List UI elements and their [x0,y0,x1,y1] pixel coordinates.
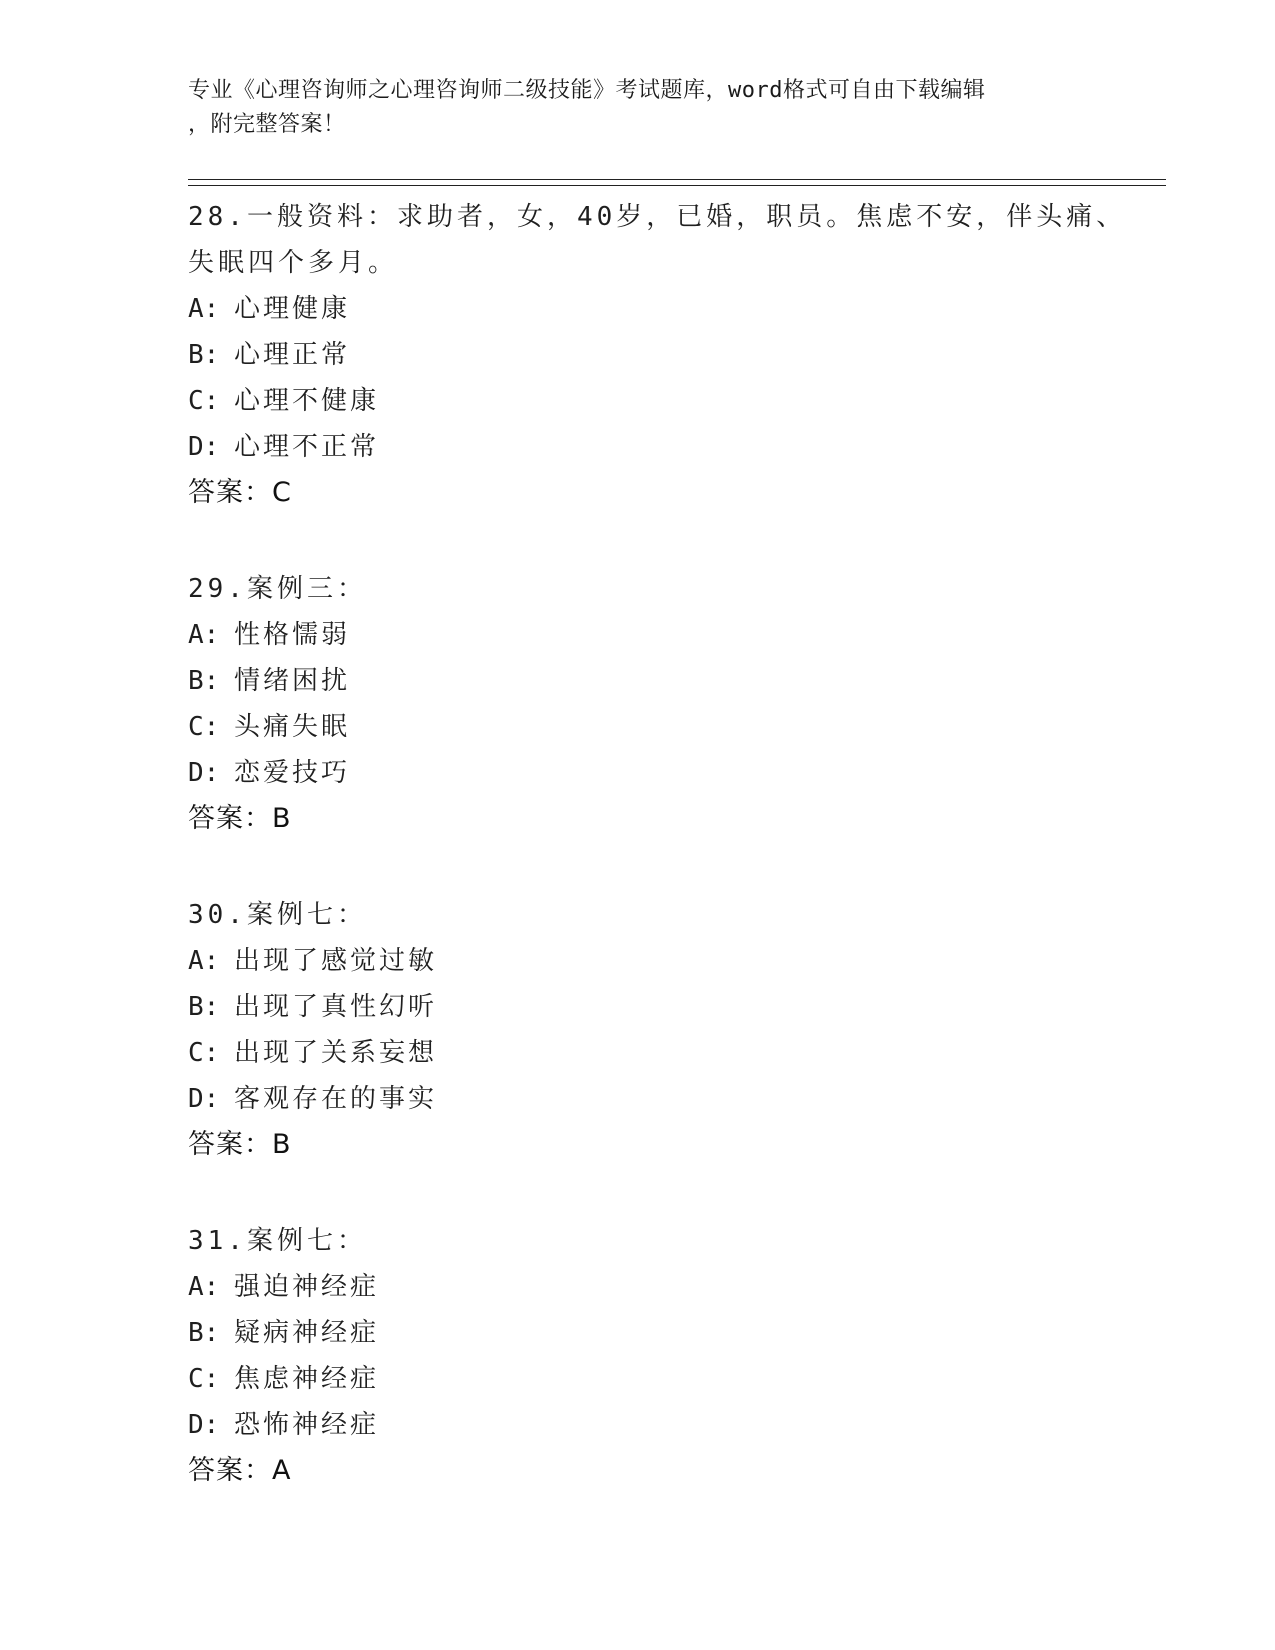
option-text: 心理健康 [234,294,351,324]
option-c [188,704,1088,750]
option-a [188,286,1088,332]
option-key: D: [188,1084,220,1114]
option-text: 出现了关系妄想 [234,1038,438,1068]
question-stem: 31.案例七： [188,1226,367,1256]
option-text: 出现了真性幻听 [234,992,438,1022]
option-text: 焦虑神经症 [234,1364,380,1394]
question-stem: 29.案例三： [188,574,367,604]
option-text: 出现了感觉过敏 [234,946,438,976]
option-c [188,378,1088,424]
option-d [188,750,1088,796]
option-a [188,938,1088,984]
option-text: 客观存在的事实 [234,1084,438,1114]
option-d [188,1076,1088,1122]
option-key: B: [188,340,220,370]
option-d [188,1402,1088,1448]
option-text: 心理不正常 [234,432,380,462]
option-key: D: [188,758,220,788]
option-b [188,984,1088,1030]
option-text: 情绪困扰 [234,666,351,696]
option-key: B: [188,992,220,1022]
option-key: A: [188,1272,220,1302]
option-text: 恋爱技巧 [234,758,351,788]
option-b [188,332,1088,378]
option-text: 心理不健康 [234,386,380,416]
option-text: 恐怖神经症 [234,1410,380,1440]
option-a [188,612,1088,658]
option-key: C: [188,386,220,416]
option-key: B: [188,666,220,696]
header-divider-bottom [188,185,1166,186]
option-key: B: [188,1318,220,1348]
question-stem: 28.一般资料：求助者，女，40岁，已婚，职员。焦虑不安，伴头痛、 [188,202,1127,232]
option-text: 强迫神经症 [234,1272,380,1302]
answer-line: 答案：C [188,477,292,508]
option-text: 疑病神经症 [234,1318,380,1348]
option-key: A: [188,620,220,650]
question-31 [188,1218,1088,1494]
header-divider-top [188,179,1166,180]
header-title-line: 专业《心理咨询师之心理咨询师二级技能》考试题库，word格式可自由下载编辑 [188,78,986,103]
option-a [188,1264,1088,1310]
option-c [188,1356,1088,1402]
option-key: A: [188,946,220,976]
question-stem-continuation: 失眠四个多月。 [188,248,399,278]
header-title-continuation: ，附完整答案！ [188,112,346,137]
option-key: D: [188,1410,220,1440]
answer-line: 答案：A [188,1455,292,1486]
question-29 [188,566,1088,842]
option-key: A: [188,294,220,324]
option-key: D: [188,432,220,462]
option-key: C: [188,712,220,742]
option-b [188,1310,1088,1356]
option-text: 头痛失眠 [234,712,351,742]
question-list [188,194,1127,1544]
option-text: 心理正常 [234,340,351,370]
answer-line: 答案：B [188,1129,292,1160]
question-28 [188,194,1127,516]
option-key: C: [188,1364,220,1394]
answer-line: 答案：B [188,803,292,834]
question-stem: 30.案例七： [188,900,367,930]
document-header [188,74,1068,142]
question-30 [188,892,1088,1168]
option-b [188,658,1088,704]
option-text: 性格懦弱 [234,620,351,650]
option-c [188,1030,1088,1076]
option-d [188,424,1088,470]
option-key: C: [188,1038,220,1068]
